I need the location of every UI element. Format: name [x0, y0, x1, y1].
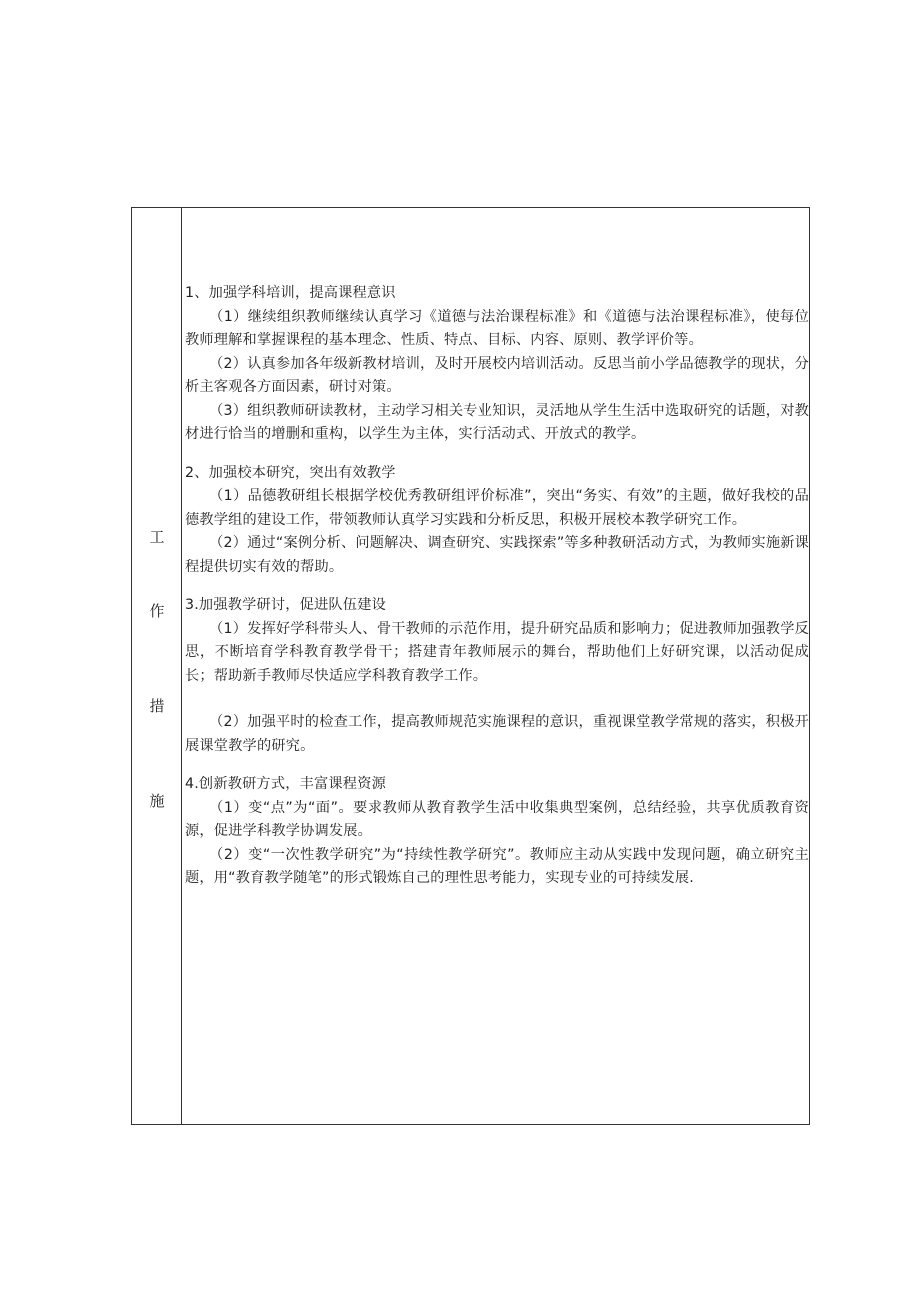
measures-table: [131, 207, 810, 1125]
spacer: [185, 758, 809, 773]
section-2-item-2: （2）通过“案例分析、问题解决、调查研究、实践探索”等多种教研活动方式，为教师实施新课程提供切实有效的帮助。: [185, 535, 809, 575]
spacer: [185, 688, 809, 711]
section-2-item-1: （1）品德教研组长根据学校优秀教研组评价标准”，突出“务实、有效”的主题，做好我校的品德教学组的建设工作，带领教师认真学习实践和分析反思，积极开展校本教学研究工作。: [185, 488, 809, 528]
section-heading-4: 4.创新教研方式，丰富课程资源: [185, 776, 386, 792]
label-column: [132, 208, 182, 1124]
section-1-item-3: （3）组织教师研读教材，主动学习相关专业知识，灵活地从学生生活中选取研究的话题，对教材进行恰当的增删和重构，以学生为主体，实行活动式、开放式的教学。: [185, 402, 809, 442]
label-char-2: 作: [149, 602, 165, 620]
section-1-item-2: （2）认真参加各年级新教材培训，及时开展校内培训活动。反思当前小学品德教学的现状，分析主客观各方面因素，研讨对策。: [185, 355, 809, 395]
measures-text: [185, 282, 809, 891]
label-char-1: 工: [149, 528, 165, 546]
section-3-item-2: （2）加强平时的检查工作，提高教师规范实施课程的意识，重视课堂教学常规的落实，积极开展课堂教学的研究。: [185, 714, 809, 754]
content-column: [183, 208, 809, 1124]
section-1-item-1: （1）继续组织教师继续认真学习《道德与法治课程标准》和《道德与法治课程标准》，使每位教师理解和掌握课程的基本理念、性质、特点、目标、内容、原则、教学评价等。: [185, 308, 809, 348]
spacer: [185, 447, 809, 462]
section-heading-2: 2、加强校本研究，突出有效教学: [185, 464, 396, 481]
section-4-item-2: （2）变“一次性教学研究”为“持续性教学研究”。教师应主动从实践中发现问题，确立研究主题，用“教育教学随笔”的形式锻炼自己的理性思考能力，实现专业的可持续发展.: [185, 846, 809, 886]
section-3-item-1: （1）发挥好学科带头人、骨干教师的示范作用，提升研究品质和影响力；促进教师加强教学反思，不断培育学科教育教学骨干；搭建青年教师展示的舞台，帮助他们上好研究课，以活动促成长；帮助新手教师尽快适应学科教育教学工作。: [185, 620, 809, 684]
label-char-3: 措: [149, 697, 165, 715]
section-heading-1: 1、加强学科培训，提高课程意识: [185, 285, 396, 301]
label-char-4: 施: [149, 792, 165, 810]
section-4-item-1: （1）变“点”为“面”。要求教师从教育教学生活中收集典型案例，总结经验，共享优质教育资源，促进学科教学协调发展。: [185, 799, 809, 839]
section-heading-3: 3.加强教学研讨，促进队伍建设: [185, 597, 386, 613]
spacer: [185, 579, 809, 594]
